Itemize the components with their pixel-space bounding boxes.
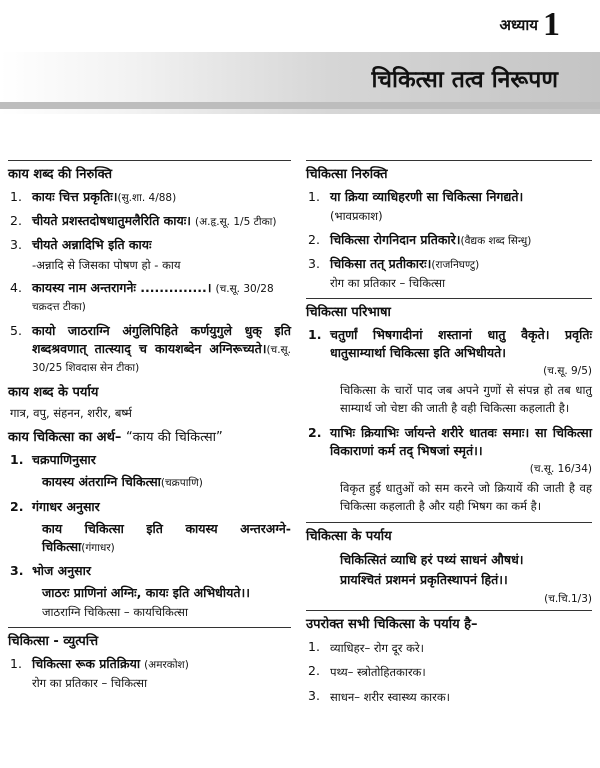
list-item: [8, 498, 291, 516]
item-text: चिकित्सा रोगनिदान प्रतिकारे।: [330, 231, 461, 247]
item-number: 2.: [10, 213, 22, 229]
item-number: 2.: [10, 498, 24, 514]
item-ref: (वैद्यक शब्द सिन्धु): [460, 234, 532, 247]
synonym-line: गात्र, वपु, संहनन, शरीर, बर्ष्म: [10, 406, 132, 421]
item-ref: (भावप्रकाश): [330, 209, 383, 224]
list-item: [306, 231, 592, 249]
list-item: [8, 655, 291, 692]
item-ref: (च.सू. 30/28 चक्रदत्त टीका): [32, 283, 274, 314]
left-column: [8, 160, 291, 698]
item-ref: (सु.शा. 4/88): [117, 192, 177, 204]
item-text: चीयते प्रशस्तदोषधातुमलैरिति कायः।: [32, 213, 192, 229]
list-item: [8, 188, 291, 206]
chapter-word: अध्याय: [499, 16, 538, 34]
item-number: 1.: [308, 326, 322, 342]
right-column: [306, 160, 592, 712]
item-title: भोज अनुसार: [32, 563, 91, 579]
heading-suffix: “काय की चिकित्सा”: [125, 430, 223, 446]
item-number: 1.: [10, 655, 22, 671]
section-heading: चिकित्सा के पर्याय: [306, 522, 592, 544]
list-item-detail: [8, 584, 291, 621]
list-item-detail: [8, 520, 291, 556]
item-text: कायः चित्त प्रकृतिः।: [32, 189, 118, 204]
item-text: काय चिकित्सा इति कायस्य अन्तरअग्ने-चिकित्सा: [42, 520, 291, 554]
item-text: या क्रिया व्याधिहरणी सा चिकित्सा निगद्यते।: [330, 189, 524, 204]
heading-text: काय चिकित्सा का अर्थ–: [8, 430, 122, 446]
item-number: 3.: [10, 237, 22, 253]
item-text: चिकित्सा रूक प्रतिक्रिया: [32, 655, 141, 671]
item-subtext: जाठराग्नि चिकित्सा – कायचिकित्सा: [42, 605, 188, 620]
section-heading: [8, 427, 291, 445]
item-number: 1.: [10, 189, 22, 204]
list-item: [306, 662, 592, 681]
list-item: [8, 279, 291, 315]
list-item: [8, 451, 291, 469]
section-heading: काय शब्द की निरुक्ति: [8, 160, 291, 182]
item-title: चक्रपाणिनुसार: [32, 452, 96, 468]
item-number: 1.: [10, 452, 24, 468]
list-item: [306, 326, 592, 362]
list-item: [306, 255, 592, 292]
item-ref: (चक्रपाणि): [160, 477, 203, 490]
verse-line: प्रायश्चितं प्रशमनं प्रकृतिस्थापनं हितं।।: [340, 571, 508, 587]
chapter-number: 1: [543, 6, 560, 43]
item-text: याभिः क्रियाभिः र्जायन्ते शरीरे धातवः समाः। सा चिकित्सा विकाराणां कर्म तद् भिषजां स्मृतं।।: [330, 424, 592, 458]
item-text: साधन– शरीर स्वास्थ्य कारक।: [330, 690, 451, 704]
item-text: जाठरः प्राणिनां अग्निः, कायः इति अभिधीयते।।: [42, 585, 250, 601]
list-item: [306, 638, 592, 657]
item-number: 3.: [308, 688, 320, 703]
verse-line: चिकित्सितं व्याधि हरं पथ्यं साधनं औषधं।: [340, 551, 524, 567]
item-number: 3.: [10, 563, 24, 579]
banner-divider: [0, 102, 600, 109]
item-subtext: रोग का प्रतिकार – चिकित्सा: [32, 676, 148, 691]
verse-ref: (च.चि.1/3): [544, 592, 592, 605]
item-number: 1.: [308, 189, 320, 204]
item-text: चतुर्णां भिषगादीनां शस्तानां धातु वैकृते। प्रवृतिः धातुसाम्यार्था चिकित्सा इति अभिधीयते।: [330, 326, 592, 361]
explanation-paragraph: विकृत हुई धातुओं को सम करने जो क्रियायें की जाती है वह चिकित्सा कहलाती है और यही भिषग का कर्म है।: [340, 481, 592, 513]
item-number: 2.: [308, 424, 322, 440]
item-number: 3.: [308, 256, 320, 272]
item-subtext: -अन्नादि से जिसका पोषण हो - काय: [32, 257, 181, 272]
item-ref: (राजनिघण्टु): [431, 259, 480, 272]
item-text: पथ्य– स्त्रोतोहितकारक।: [330, 665, 426, 680]
item-ref: (च.सू. 9/5): [543, 365, 592, 378]
section-heading: चिकित्सा - व्युत्पत्ति: [8, 627, 291, 649]
item-number: 4.: [10, 280, 22, 296]
list-item: [8, 322, 291, 377]
item-text: कायो जाठराग्नि अंगुलिपिहिते कर्णयुगुले धुक् इति शब्दश्रवणात् तात्स्याद् च कायशब्देन अग्निरूच्यते।: [32, 322, 291, 356]
list-item-detail: [8, 473, 291, 491]
chapter-label: [500, 6, 560, 44]
list-item: [8, 236, 291, 273]
item-text: कायस्य अंतराग्नि चिकित्सा: [42, 474, 161, 490]
item-text: चीयते अन्नादिभि इति कायः: [32, 237, 152, 253]
item-number: 1.: [308, 638, 320, 654]
section-heading: चिकित्सा निरुक्ति: [306, 160, 592, 182]
list-item: [306, 424, 592, 460]
list-item: [8, 562, 291, 580]
item-text: चिकिसा तत् प्रतीकारः।: [330, 256, 432, 272]
title-banner: [0, 52, 600, 114]
item-ref: (अमरकोश): [144, 658, 189, 671]
section-heading: काय शब्द के पर्याय: [8, 385, 99, 401]
item-ref: (च.सू. 16/34): [529, 463, 592, 476]
explanation-paragraph: चिकित्सा के चारों पाद जब अपने गुणों से संपन्न हो तब धातु साम्यार्थ जो चेष्टा की जाती है वही चिकित्सा कहलाती है।: [340, 383, 592, 415]
section-heading: उपरोक्त सभी चिकित्सा के पर्याय है–: [306, 610, 592, 632]
item-number: 5.: [10, 322, 22, 338]
item-title: गंगाधर अनुसार: [32, 498, 100, 514]
list-item: [8, 212, 291, 230]
item-ref: (गंगाधर): [81, 541, 115, 554]
section-heading: चिकित्सा परिभाषा: [306, 298, 592, 320]
item-subtext: रोग का प्रतिकार – चिकित्सा: [330, 276, 446, 291]
list-item: [306, 687, 592, 706]
list-item: [306, 188, 592, 225]
item-text: कायस्य नाम अन्तरागनेः ..............।: [32, 280, 212, 296]
page-title: चिकित्सा तत्व निरूपण: [371, 67, 558, 93]
item-text: व्याधिहर– रोग दूर करे।: [330, 640, 425, 655]
item-number: 2.: [308, 231, 320, 247]
item-ref: (अ.हृ.सू. 1/5 टीका): [195, 216, 277, 229]
item-ref: (च.सू. 30/25 शिवदास सेन टीका): [32, 343, 291, 375]
item-number: 2.: [308, 663, 320, 679]
